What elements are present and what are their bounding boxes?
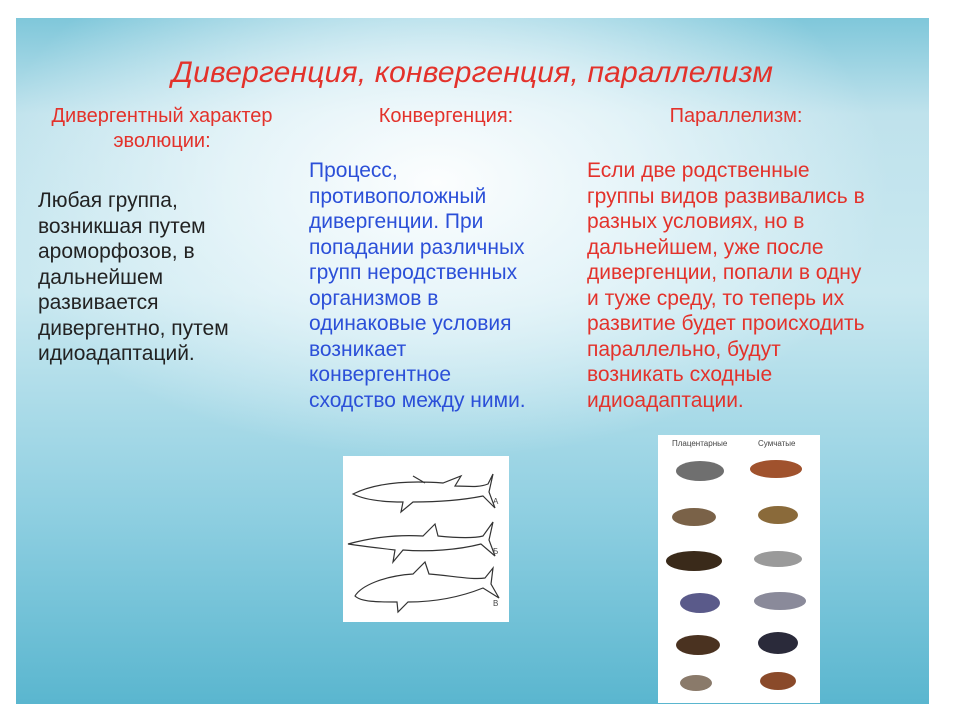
fish-drawing bbox=[343, 456, 509, 622]
slide bbox=[16, 18, 929, 704]
convergence-text bbox=[309, 158, 574, 413]
text-line: дальнейшем bbox=[38, 265, 164, 289]
quoll-icon bbox=[758, 506, 798, 524]
sugar-glider-icon bbox=[754, 592, 806, 610]
text-line: возникшая путем bbox=[38, 214, 206, 238]
parallelism-heading: Параллелизм: bbox=[669, 105, 803, 127]
slide-title: Дивергенция, конвергенция, параллелизм bbox=[171, 56, 774, 89]
text-line: идиоадаптаций. bbox=[38, 342, 195, 365]
text-line: Процесс, bbox=[309, 159, 398, 182]
wolf-icon bbox=[676, 461, 724, 481]
wildcat-icon bbox=[672, 508, 716, 526]
thylacine-icon bbox=[750, 460, 802, 478]
text-line: конвергентное bbox=[309, 363, 452, 386]
text-line: одинаковые условия bbox=[309, 312, 512, 335]
dolphin-outline bbox=[355, 562, 499, 612]
text-line: противоположный bbox=[309, 184, 487, 208]
fish-label-c: В bbox=[493, 599, 499, 608]
text-line: попадании различных bbox=[309, 235, 525, 259]
animals-drawing bbox=[658, 435, 820, 703]
text-line: дивергенции. При bbox=[309, 210, 484, 233]
divergence-heading: Дивергентный характер эволюции: bbox=[51, 105, 273, 152]
text-line: Если две родственные bbox=[587, 159, 810, 182]
divergence-text bbox=[38, 188, 298, 367]
text-line: возникать сходные bbox=[587, 363, 773, 386]
text-line: сходство между ними. bbox=[309, 388, 526, 412]
text-line: группы видов развивались в bbox=[587, 184, 865, 208]
text-line: и туже среду, то теперь их bbox=[587, 286, 845, 310]
text-line: дивергентно, путем bbox=[38, 316, 229, 340]
text-line: идиоадаптации. bbox=[587, 388, 744, 412]
wombat-icon bbox=[758, 632, 798, 654]
convergence-heading: Конвергенция: bbox=[378, 105, 514, 127]
marsupial-label: Сумчатые bbox=[758, 439, 796, 448]
groundhog-icon bbox=[676, 635, 720, 655]
mouse-icon bbox=[680, 675, 712, 691]
text-line: организмов в bbox=[309, 286, 439, 310]
placental-label: Плацентарные bbox=[672, 439, 728, 448]
fish-label-b: Б bbox=[493, 547, 499, 556]
flying-squirrel-icon bbox=[680, 593, 720, 613]
text-line: развивается bbox=[38, 291, 159, 314]
marsupial-mouse-icon bbox=[760, 672, 796, 690]
ichthyosaur-outline bbox=[348, 522, 495, 562]
text-line: развитие будет происходить bbox=[587, 312, 865, 335]
fish-label-a: А bbox=[493, 497, 499, 506]
anteater-icon bbox=[666, 551, 722, 571]
text-line: Любая группа, bbox=[38, 189, 178, 212]
shark-outline bbox=[353, 474, 495, 512]
text-line: разных условиях, но в bbox=[587, 210, 805, 233]
text-line: возникает bbox=[309, 337, 407, 361]
parallelism-animals-illustration bbox=[658, 435, 820, 703]
text-line: дальнейшем, уже после bbox=[587, 235, 824, 259]
text-line: ароморфозов, в bbox=[38, 240, 195, 263]
text-line: дивергенции, попали в одну bbox=[587, 261, 862, 284]
parallelism-text bbox=[587, 158, 907, 413]
numbat-icon bbox=[754, 551, 802, 567]
text-line: групп неродственных bbox=[309, 261, 518, 284]
text-line: параллельно, будут bbox=[587, 337, 781, 361]
convergence-fish-illustration bbox=[343, 456, 509, 622]
